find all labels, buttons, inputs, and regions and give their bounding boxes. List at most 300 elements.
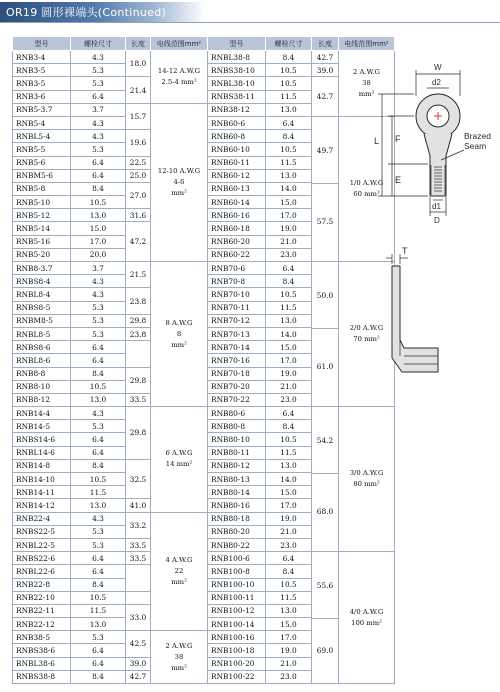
model-cell: RNBS8-4 — [13, 275, 71, 288]
wire-range-text: 2 A.W.G — [353, 67, 380, 76]
model-cell: RNB60-8 — [208, 130, 266, 143]
length-cell: 42.7 — [312, 77, 339, 117]
length-cell: 42.7 — [312, 51, 339, 64]
model-cell: RNBL14-6 — [13, 446, 71, 459]
model-cell: RNB100-12 — [208, 604, 266, 617]
bolt-size-cell: 10.5 — [266, 64, 312, 77]
col-header-wire: 电线范围mm² — [151, 37, 208, 51]
bolt-size-cell: 5.3 — [71, 77, 126, 90]
model-cell: RNB5-8 — [13, 182, 71, 195]
length-cell: 18.0 — [126, 51, 151, 77]
wire-range-text: 12-10 A.W.G — [157, 166, 201, 175]
model-cell: RNB5-14 — [13, 222, 71, 235]
bolt-size-cell: 19.0 — [266, 644, 312, 657]
model-cell: RNB60-14 — [208, 196, 266, 209]
model-cell: RNBS22-5 — [13, 525, 71, 538]
length-value: 69.0 — [316, 646, 334, 656]
length-cell: 23.8 — [126, 327, 151, 340]
bolt-size-cell: 5.3 — [71, 525, 126, 538]
wire-range-text: mm² — [171, 663, 187, 672]
model-cell: RNB80-12 — [208, 459, 266, 472]
model-cell: RNB5-10 — [13, 196, 71, 209]
bolt-size-cell: 4.3 — [71, 275, 126, 288]
model-cell: RNB3-5 — [13, 77, 71, 90]
model-cell: RNBS14-6 — [13, 433, 71, 446]
wire-range-cell — [151, 512, 208, 631]
model-cell: RNB5-4 — [13, 116, 71, 129]
wire-range-text: 60 mm² — [353, 189, 380, 198]
model-cell: RNB5-16 — [13, 235, 71, 248]
bolt-size-cell: 21.0 — [266, 657, 312, 670]
model-cell: RNB8-3.7 — [13, 262, 71, 275]
wire-range-text: 14 mm² — [165, 460, 193, 469]
wire-range-text: 14-12 A.W.G — [157, 66, 201, 75]
bolt-size-cell: 23.0 — [266, 393, 312, 406]
table-row — [13, 262, 395, 275]
length-cell: 33.5 — [126, 393, 151, 406]
wire-range-text: mm² — [358, 89, 375, 98]
col-header-model: 型号 — [208, 37, 266, 51]
bolt-size-cell: 8.4 — [266, 275, 312, 288]
model-cell: RNB60-6 — [208, 116, 266, 129]
model-cell: RNBL8-5 — [13, 327, 71, 340]
model-cell: RNB70-11 — [208, 301, 266, 314]
model-cell: RNB3-4 — [13, 51, 71, 64]
model-cell: RNB38-5 — [13, 631, 71, 644]
model-cell: RNBL38-8 — [208, 51, 266, 64]
model-cell: RNB100-20 — [208, 657, 266, 670]
bolt-size-cell: 10.5 — [71, 473, 126, 486]
col-header-length: 长度 — [126, 37, 151, 51]
length-cell — [312, 116, 339, 261]
model-cell: RNB8-12 — [13, 393, 71, 406]
bolt-size-cell: 17.0 — [266, 499, 312, 512]
model-cell: RNB22-10 — [13, 591, 71, 604]
bolt-size-cell: 17.0 — [266, 209, 312, 222]
model-cell: RNB70-20 — [208, 380, 266, 393]
length-cell: 21.4 — [126, 77, 151, 103]
bolt-size-cell: 6.4 — [71, 354, 126, 367]
bolt-size-cell: 4.3 — [71, 288, 126, 301]
bolt-size-cell: 6.4 — [266, 262, 312, 275]
header-bar — [0, 0, 500, 26]
model-cell: RNB70-14 — [208, 341, 266, 354]
bolt-size-cell: 6.4 — [71, 169, 126, 182]
model-cell: RNB70-10 — [208, 288, 266, 301]
model-cell: RNB80-16 — [208, 499, 266, 512]
wire-range-text: 4 A.W.G — [165, 555, 193, 564]
bolt-size-cell: 5.3 — [71, 327, 126, 340]
bolt-size-cell: 13.0 — [266, 604, 312, 617]
model-cell: RNB60-11 — [208, 156, 266, 169]
bolt-size-cell: 4.3 — [71, 407, 126, 420]
wire-range-cell — [151, 103, 208, 261]
dim-label-l: L — [374, 136, 380, 146]
model-cell: RNB22-4 — [13, 512, 71, 525]
length-cell: 42.5 — [126, 631, 151, 657]
model-cell: RNB70-22 — [208, 393, 266, 406]
model-cell: RNB60-22 — [208, 248, 266, 261]
model-cell: RNB80-10 — [208, 433, 266, 446]
length-value: 50.0 — [312, 263, 338, 329]
model-cell: RNBS8-5 — [13, 301, 71, 314]
model-cell: RNB100-8 — [208, 565, 266, 578]
length-cell: 33.5 — [126, 538, 151, 551]
terminal-diagrams — [374, 40, 496, 400]
bolt-size-cell: 17.0 — [266, 354, 312, 367]
model-cell: RNB70-12 — [208, 314, 266, 327]
wire-range-text: 70 mm² — [353, 335, 380, 344]
table-row — [13, 407, 395, 420]
wire-range-text: mm² — [171, 577, 187, 586]
ring-terminal-front-view — [378, 70, 464, 216]
bolt-size-cell: 21.0 — [266, 525, 312, 538]
model-cell: RNB60-10 — [208, 143, 266, 156]
length-value: 68.0 — [316, 507, 334, 517]
wire-range-cell — [339, 407, 395, 552]
bolt-size-cell: 8.4 — [71, 670, 126, 683]
length-cell: 29.8 — [126, 407, 151, 460]
model-cell: RNBL38-6 — [13, 657, 71, 670]
length-cell: 39.0 — [312, 64, 339, 77]
wire-range-text: 3/0 A.W.G — [349, 469, 384, 478]
length-value: 55.6 — [312, 553, 338, 619]
model-cell: RNBS38-8 — [13, 670, 71, 683]
bolt-size-cell: 8.4 — [71, 578, 126, 591]
bolt-size-cell: 15.0 — [266, 486, 312, 499]
wire-range-text: 38 — [362, 78, 371, 87]
bolt-size-cell: 19.0 — [266, 367, 312, 380]
bolt-size-cell: 10.5 — [266, 77, 312, 90]
bolt-size-cell: 13.0 — [71, 499, 126, 512]
length-cell: 33.5 — [126, 552, 151, 565]
bolt-size-cell: 14.0 — [266, 473, 312, 486]
model-cell: RNB14-11 — [13, 486, 71, 499]
length-cell — [126, 565, 151, 591]
bolt-size-cell: 11.5 — [266, 591, 312, 604]
spec-table — [12, 36, 395, 684]
bolt-size-cell: 5.3 — [71, 301, 126, 314]
wire-range-cell — [151, 631, 208, 684]
wire-range-text: 2.5-4 mm² — [161, 77, 197, 86]
col-header-bolt: 螺栓尺寸 — [266, 37, 312, 51]
bolt-size-cell: 14.0 — [266, 182, 312, 195]
length-cell — [312, 407, 339, 552]
bolt-size-cell: 3.7 — [71, 262, 126, 275]
bolt-size-cell: 23.0 — [266, 670, 312, 683]
bolt-size-cell: 21.0 — [266, 235, 312, 248]
bolt-size-cell: 4.3 — [71, 51, 126, 64]
model-cell: RNB14-4 — [13, 407, 71, 420]
model-cell: RNB100-18 — [208, 644, 266, 657]
col-header-wire: 电线范围mm² — [339, 37, 395, 51]
length-value: 49.7 — [312, 118, 338, 184]
wire-range-cell — [339, 552, 395, 684]
bolt-size-cell: 13.0 — [266, 169, 312, 182]
bolt-size-cell: 4.3 — [71, 130, 126, 143]
model-cell: RNB60-16 — [208, 209, 266, 222]
bolt-size-cell: 10.5 — [71, 196, 126, 209]
bolt-size-cell: 6.4 — [71, 565, 126, 578]
bolt-size-cell: 5.3 — [71, 143, 126, 156]
length-cell: 29.8 — [126, 367, 151, 393]
bolt-size-cell: 10.5 — [266, 433, 312, 446]
length-cell — [126, 591, 151, 604]
model-cell: RNB5-6 — [13, 156, 71, 169]
ring-terminal-side-view — [386, 254, 438, 372]
model-cell: RNBM5-6 — [13, 169, 71, 182]
model-cell: RNB100-14 — [208, 618, 266, 631]
wire-range-cell — [151, 51, 208, 104]
model-cell: RNB14-5 — [13, 420, 71, 433]
model-cell: RNB80-14 — [208, 486, 266, 499]
bolt-size-cell: 15.0 — [71, 222, 126, 235]
wire-range-text: 80 mm² — [353, 480, 380, 489]
page-title: OR19 圆形裸端头(Continued) — [6, 6, 167, 19]
bolt-size-cell: 10.5 — [71, 380, 126, 393]
bolt-size-cell: 13.0 — [266, 314, 312, 327]
length-cell: 33.0 — [126, 604, 151, 630]
label-seam: Seam — [464, 141, 487, 151]
model-cell: RNBL8-6 — [13, 354, 71, 367]
model-cell: RNBS38-10 — [208, 64, 266, 77]
bolt-size-cell: 15.0 — [266, 618, 312, 631]
model-cell: RNB70-6 — [208, 262, 266, 275]
dim-label-d1: d1 — [432, 202, 441, 211]
bolt-size-cell: 6.4 — [71, 446, 126, 459]
bolt-size-cell: 8.4 — [266, 565, 312, 578]
length-cell — [126, 341, 151, 367]
length-value: 54.2 — [312, 408, 338, 474]
model-cell: RNB22-12 — [13, 618, 71, 631]
bolt-size-cell: 5.3 — [71, 64, 126, 77]
bolt-size-cell: 13.0 — [266, 103, 312, 116]
bolt-size-cell: 10.5 — [266, 288, 312, 301]
model-cell: RNB60-12 — [208, 169, 266, 182]
bolt-size-cell: 6.4 — [266, 116, 312, 129]
model-cell: RNB100-16 — [208, 631, 266, 644]
dim-label-w: W — [434, 63, 442, 72]
model-cell: RNB5-12 — [13, 209, 71, 222]
length-cell: 15.7 — [126, 103, 151, 129]
length-cell: 25.0 — [126, 169, 151, 182]
model-cell: RNBM8-5 — [13, 314, 71, 327]
wire-range-text: 8 — [176, 329, 182, 338]
model-cell: RNB70-8 — [208, 275, 266, 288]
model-cell: RNB14-8 — [13, 459, 71, 472]
model-cell: RNB80-18 — [208, 512, 266, 525]
length-cell: 41.0 — [126, 499, 151, 512]
bolt-size-cell: 11.5 — [266, 156, 312, 169]
wire-range-cell — [151, 407, 208, 513]
wire-range-text: 1/0 A.W.G — [349, 178, 384, 187]
model-cell: RNB22-11 — [13, 604, 71, 617]
bolt-size-cell: 15.0 — [266, 341, 312, 354]
model-cell: RNB80-8 — [208, 420, 266, 433]
bolt-size-cell: 13.0 — [71, 209, 126, 222]
bolt-size-cell: 6.4 — [71, 156, 126, 169]
bolt-size-cell: 20.0 — [71, 248, 126, 261]
wire-range-text: 4/0 A.W.G — [349, 607, 384, 616]
length-cell: 47.2 — [126, 222, 151, 262]
model-cell: RNB60-18 — [208, 222, 266, 235]
model-cell: RNBL8-4 — [13, 288, 71, 301]
length-cell: 32.5 — [126, 459, 151, 499]
table-header-row — [13, 37, 395, 51]
bolt-size-cell: 5.3 — [71, 538, 126, 551]
length-cell: 39.0 — [126, 657, 151, 670]
bolt-size-cell: 13.0 — [266, 459, 312, 472]
model-cell: RNB5-3.7 — [13, 103, 71, 116]
wire-range-text: 2/0 A.W.G — [349, 324, 384, 333]
length-cell: 29.8 — [126, 314, 151, 327]
model-cell: RNB5-20 — [13, 248, 71, 261]
bolt-size-cell: 4.3 — [71, 512, 126, 525]
model-cell: RNBL22-6 — [13, 565, 71, 578]
model-cell: RNB38-12 — [208, 103, 266, 116]
bolt-size-cell: 10.5 — [266, 143, 312, 156]
wire-range-text: mm² — [171, 340, 187, 349]
bolt-size-cell: 8.4 — [266, 130, 312, 143]
wire-range-cell — [151, 262, 208, 407]
bolt-size-cell: 5.3 — [71, 420, 126, 433]
model-cell: RNB80-13 — [208, 473, 266, 486]
model-cell: RNB3-5 — [13, 64, 71, 77]
wire-range-text: 2 A.W.G — [165, 641, 193, 650]
bolt-size-cell: 8.4 — [266, 51, 312, 64]
bolt-size-cell: 21.0 — [266, 380, 312, 393]
bolt-size-cell: 8.4 — [71, 182, 126, 195]
label-brazed: Brazed — [464, 131, 491, 141]
bolt-size-cell: 10.5 — [266, 578, 312, 591]
model-cell: RNB60-13 — [208, 182, 266, 195]
dim-label-d2: d2 — [432, 78, 441, 87]
model-cell: RNB80-20 — [208, 525, 266, 538]
length-cell: 33.2 — [126, 512, 151, 538]
model-cell: RNB70-13 — [208, 327, 266, 340]
model-cell: RNB14-12 — [13, 499, 71, 512]
length-cell: 42.7 — [126, 670, 151, 683]
col-header-length: 长度 — [312, 37, 339, 51]
bolt-size-cell: 17.0 — [266, 631, 312, 644]
bolt-size-cell: 14.0 — [266, 327, 312, 340]
model-cell: RNBS22-6 — [13, 552, 71, 565]
bolt-size-cell: 8.4 — [266, 420, 312, 433]
length-cell: 21.5 — [126, 262, 151, 288]
bolt-size-cell: 3.7 — [71, 103, 126, 116]
bolt-size-cell: 23.0 — [266, 248, 312, 261]
bolt-size-cell: 10.5 — [71, 591, 126, 604]
model-cell: RNB8-8 — [13, 367, 71, 380]
dim-label-t: T — [402, 246, 408, 256]
model-cell: RNB80-6 — [208, 407, 266, 420]
length-cell: 23.8 — [126, 288, 151, 314]
bolt-size-cell: 11.5 — [266, 301, 312, 314]
table-row — [13, 51, 395, 64]
model-cell: RNB5-5 — [13, 143, 71, 156]
length-value: 57.5 — [316, 216, 334, 226]
bolt-size-cell: 5.3 — [71, 314, 126, 327]
bolt-size-cell: 23.0 — [266, 538, 312, 551]
wire-range-text: 38 — [174, 652, 184, 661]
model-cell: RNB70-18 — [208, 367, 266, 380]
wire-range-text: 22 — [174, 566, 184, 575]
model-cell: RNB70-16 — [208, 354, 266, 367]
model-cell: RNB3-6 — [13, 90, 71, 103]
bolt-size-cell: 15.0 — [266, 196, 312, 209]
bolt-size-cell: 4.3 — [71, 116, 126, 129]
bolt-size-cell: 11.5 — [71, 486, 126, 499]
model-cell: RNB100-22 — [208, 670, 266, 683]
bolt-size-cell: 11.5 — [266, 90, 312, 103]
model-cell: RNB8-10 — [13, 380, 71, 393]
length-cell: 27.0 — [126, 182, 151, 208]
bolt-size-cell: 5.3 — [71, 631, 126, 644]
wire-range-text: 4-6 — [173, 177, 185, 186]
wire-range-text: 100 mm² — [351, 618, 382, 627]
length-value: 61.0 — [316, 362, 334, 372]
model-cell: RNB100-11 — [208, 591, 266, 604]
length-cell — [312, 262, 339, 407]
col-header-bolt: 螺栓尺寸 — [71, 37, 126, 51]
bolt-size-cell: 6.4 — [266, 407, 312, 420]
model-cell: RNB60-20 — [208, 235, 266, 248]
dim-label-e: E — [395, 175, 402, 185]
col-header-model: 型号 — [13, 37, 71, 51]
length-cell: 19.6 — [126, 130, 151, 156]
model-cell: RNB100-10 — [208, 578, 266, 591]
model-cell: RNBS8-6 — [13, 341, 71, 354]
length-cell: 31.6 — [126, 209, 151, 222]
dim-label-d: D — [434, 216, 440, 225]
bolt-size-cell: 17.0 — [71, 235, 126, 248]
length-cell — [312, 552, 339, 684]
bolt-size-cell: 13.0 — [71, 618, 126, 631]
wire-range-text: 6 A.W.G — [165, 449, 193, 458]
bolt-size-cell: 8.4 — [71, 367, 126, 380]
length-cell: 22.5 — [126, 156, 151, 169]
model-cell: RNB22-8 — [13, 578, 71, 591]
model-cell: RNBL5-4 — [13, 130, 71, 143]
bolt-size-cell: 8.4 — [71, 459, 126, 472]
bolt-size-cell: 11.5 — [71, 604, 126, 617]
model-cell: RNB80-22 — [208, 538, 266, 551]
wire-range-text: 8 A.W.G — [165, 318, 193, 327]
bolt-size-cell: 19.0 — [266, 512, 312, 525]
bolt-size-cell: 11.5 — [266, 446, 312, 459]
bolt-size-cell: 6.4 — [71, 644, 126, 657]
wire-range-text: mm² — [171, 188, 187, 197]
model-cell: RNBS38-6 — [13, 644, 71, 657]
model-cell: RNBL38-10 — [208, 77, 266, 90]
model-cell: RNB100-6 — [208, 552, 266, 565]
model-cell: RNB14-10 — [13, 473, 71, 486]
bolt-size-cell: 13.0 — [71, 393, 126, 406]
model-cell: RNBL22-5 — [13, 538, 71, 551]
bolt-size-cell: 6.4 — [71, 433, 126, 446]
header-rule — [0, 22, 500, 23]
bolt-size-cell: 6.4 — [266, 552, 312, 565]
table-body — [13, 51, 395, 684]
model-cell: RNBS38-11 — [208, 90, 266, 103]
model-cell: RNB80-11 — [208, 446, 266, 459]
dim-label-f: F — [395, 134, 401, 144]
bolt-size-cell: 6.4 — [71, 341, 126, 354]
bolt-size-cell: 6.4 — [71, 552, 126, 565]
bolt-size-cell: 6.4 — [71, 657, 126, 670]
bolt-size-cell: 19.0 — [266, 222, 312, 235]
bolt-size-cell: 6.4 — [71, 90, 126, 103]
